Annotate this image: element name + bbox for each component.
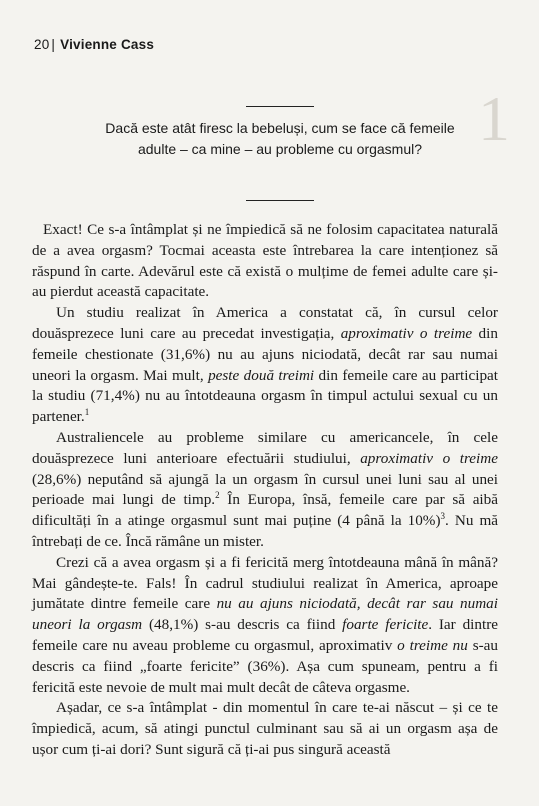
footnote-marker: 2 bbox=[215, 490, 220, 501]
running-header bbox=[34, 37, 154, 52]
running-header-author: Vivienne Cass bbox=[60, 37, 155, 52]
text-run: din femeile care au participat la studiu (71,4%) nu au întotdeauna orgasm în timpul actului sexual cu un partener. bbox=[32, 366, 498, 426]
text-run: În Europa, însă, femeile care par să aibă dificultăți în a atinge orgasmul sunt mai puține (4 până la 10%) bbox=[32, 491, 498, 530]
emphasis-text: peste două treimi bbox=[208, 366, 315, 384]
footnote-marker: 1 bbox=[84, 407, 90, 418]
text-run: . Nu mă întrebați de ce. Încă rămâne un mister. bbox=[32, 512, 499, 550]
body-text bbox=[32, 220, 498, 761]
body-paragraph bbox=[32, 698, 498, 760]
text-run: Crezi că a avea orgasm și a fi fericită merg întotdeauna mână în mână? Mai gândește-te. Fals! În cadrul studiului realizat în America, aproape jumătate dintre femeile care bbox=[32, 553, 498, 613]
callout-rule-top bbox=[246, 106, 314, 107]
text-run: . Iar dintre femeile care nu aveau probleme cu orgasmul, aproximativ bbox=[32, 616, 498, 654]
bleed-through-mark: 1 bbox=[478, 83, 510, 154]
emphasis-text: foarte fericite bbox=[342, 616, 429, 634]
footnote-marker: 3 bbox=[440, 511, 446, 522]
text-run: din femeile chestionate (31,6%) nu au ajuns niciodată, decât rar sau numai uneori la orgasm. Mai mult, bbox=[32, 324, 498, 384]
text-run: s-au descris ca fiind „foarte fericite” (36%). Așa cum spuneam, pentru a fi fericită este nevoie de mult mai mult decât de câteva orgasme. bbox=[32, 636, 498, 696]
text-run: Un studiu realizat în America a constatat că, în cursul celor douăsprezece luni care au precedat investigația, bbox=[32, 304, 498, 342]
header-separator: | bbox=[51, 37, 56, 52]
text-run: Așadar, ce s-a întâmplat - din momentul în care te-ai născut – și ce te împiedică, acum, să atingi punctul culminant sau să ai un orgasm așa de ușor cum ți-ai dori? Sunt sigură că ți-ai pus singură această bbox=[32, 699, 498, 758]
text-run: Exact! Ce s-a întâmplat și ne împiedică să ne folosim capacitatea naturală de a avea orgasm? Tocmai aceasta este întrebarea la care intenționez să răspund în carte. Adevărul este că există o mulțime de femei adulte care și-au pierdut această capacitate. bbox=[32, 221, 498, 301]
body-paragraph bbox=[32, 428, 498, 553]
emphasis-text: aproximativ o treime bbox=[360, 449, 498, 467]
text-run: (48,1%) s-au descris ca fiind bbox=[142, 616, 343, 634]
text-run: (28,6%) neputând să ajungă la un orgasm în cursul unei luni sau al unei perioade mai lungi de timp. bbox=[32, 470, 498, 509]
page-number: 20 bbox=[34, 37, 50, 52]
emphasis-text: nu au ajuns niciodată, decât rar sau numai uneori la orgasm bbox=[32, 595, 498, 634]
text-run: Australiencele au probleme similare cu americancele, în cele douăsprezece luni anterioare efectuării studiului, bbox=[32, 428, 498, 467]
emphasis-text: o treime nu bbox=[397, 636, 468, 654]
callout-question: Dacă este atât firesc la bebeluși, cum se face că femeile adulte – ca mine – au probleme cu orgasmul? bbox=[105, 120, 455, 157]
body-paragraph bbox=[32, 553, 498, 699]
bleed-through-mark bbox=[258, 188, 265, 218]
callout-rule-bottom bbox=[246, 200, 314, 201]
body-paragraph bbox=[32, 220, 498, 303]
emphasis-text: aproximativ o treime bbox=[340, 324, 473, 342]
body-paragraph bbox=[32, 303, 498, 428]
